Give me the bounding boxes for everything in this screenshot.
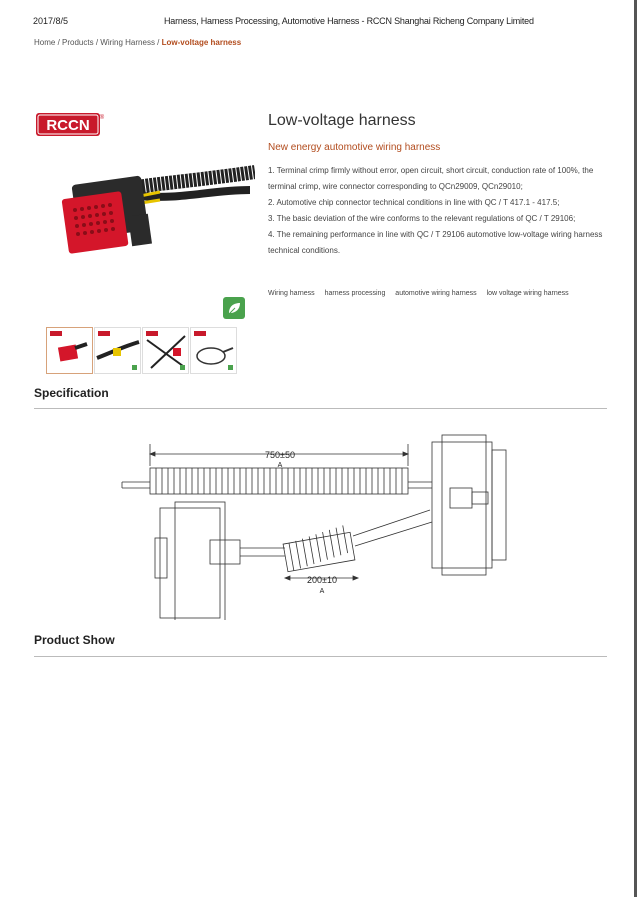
description-line: 3. The basic deviation of the wire conforms to the relevant regulations of QC / T 29106; xyxy=(268,214,576,223)
tag[interactable]: automotive wiring harness xyxy=(395,290,477,297)
tag[interactable]: Wiring harness xyxy=(268,290,315,297)
breadcrumb-sep: / xyxy=(93,38,101,47)
description-line: 4. The remaining performance in line with QC / T 29106 automotive low-voltage wiring harness technical conditions. xyxy=(268,230,603,255)
logo-registered: ® xyxy=(99,115,105,121)
dimension-marker: A xyxy=(319,588,325,595)
product-title: Low-voltage harness xyxy=(268,112,416,129)
thumbnail-2[interactable] xyxy=(94,327,141,374)
tag-list xyxy=(268,290,577,297)
dimension-marker: A xyxy=(277,462,283,469)
product-subtitle: New energy automotive wiring harness xyxy=(268,142,441,153)
thumbnail-1[interactable] xyxy=(46,327,93,374)
rccn-logo xyxy=(36,113,106,137)
breadcrumb-wiring-harness[interactable]: Wiring Harness xyxy=(100,38,155,47)
logo-text: RCCN xyxy=(46,117,90,134)
thumbnail-4[interactable] xyxy=(190,327,237,374)
print-title: Harness, Harness Processing, Automotive Harness - RCCN Shanghai Richeng Company Limited xyxy=(164,16,534,26)
description-line: 2. Automotive chip connector technical conditions in line with QC / T 417.1 - 417.5; xyxy=(268,198,560,207)
breadcrumb-sep: / xyxy=(55,38,63,47)
product-show-heading: Product Show xyxy=(34,633,115,647)
dimension-label-750: 750±50 xyxy=(265,450,295,460)
eco-leaf-icon xyxy=(223,297,245,319)
tag[interactable]: low voltage wiring harness xyxy=(486,290,569,297)
specification-heading: Specification xyxy=(34,386,109,400)
product-photo xyxy=(60,160,255,270)
breadcrumb-current: Low-voltage harness xyxy=(161,38,242,47)
breadcrumb xyxy=(34,38,241,47)
print-date: 2017/8/5 xyxy=(33,16,69,26)
section-divider xyxy=(34,656,607,657)
breadcrumb-products[interactable]: Products xyxy=(62,38,94,47)
specification-drawing xyxy=(120,430,520,620)
dimension-label-200: 200±10 xyxy=(307,575,337,585)
description-line: 1. Terminal crimp firmly without error, open circuit, short circuit, conduction rate of 100%, the terminal crimp, wire connector corresponding to QCn29009, QCn29010; xyxy=(268,166,594,191)
tag[interactable]: harness processing xyxy=(324,290,386,297)
product-description xyxy=(268,163,606,259)
section-divider xyxy=(34,408,607,409)
breadcrumb-sep: / xyxy=(154,38,162,47)
thumbnail-3[interactable] xyxy=(142,327,189,374)
breadcrumb-home[interactable]: Home xyxy=(34,38,56,47)
